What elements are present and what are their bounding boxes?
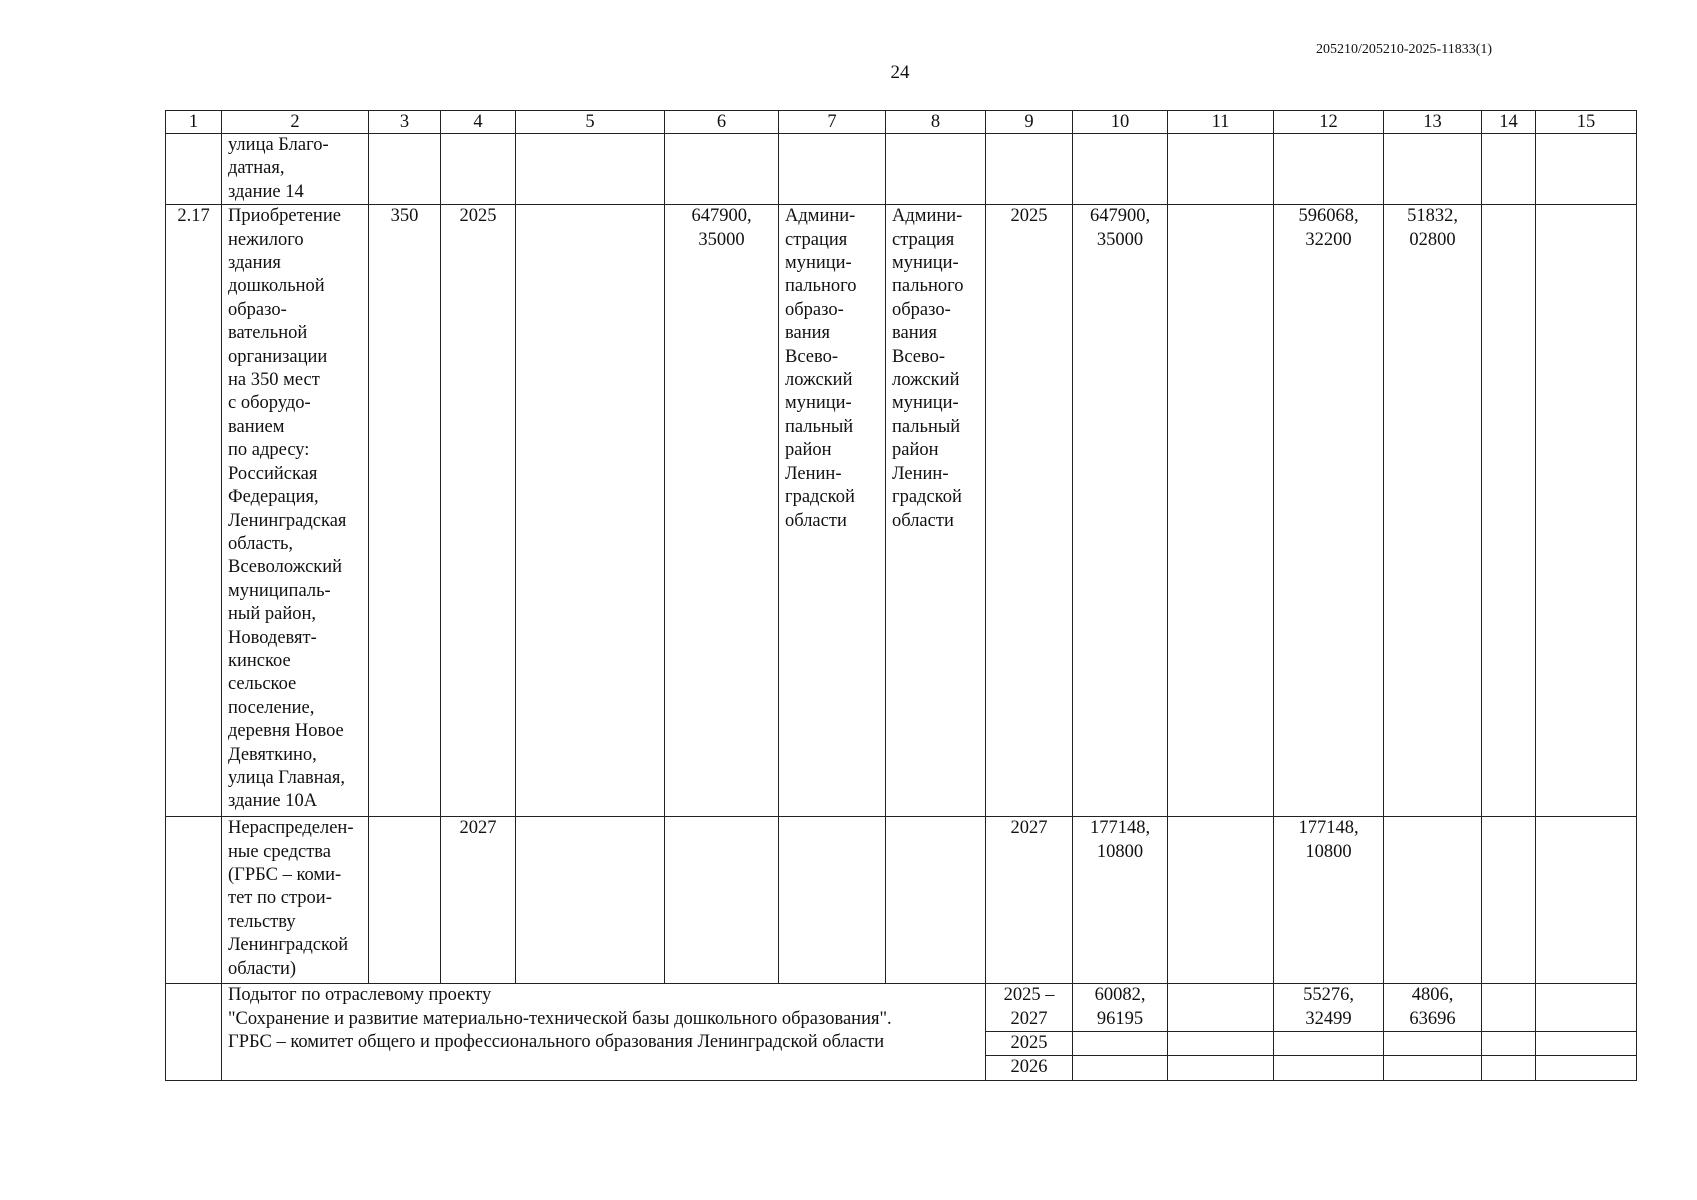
col-number: 13 bbox=[1384, 111, 1482, 134]
capacity-cell: 350 bbox=[369, 205, 441, 817]
subtotal-year-cell: 2025 bbox=[986, 1032, 1073, 1056]
col-number: 3 bbox=[369, 111, 441, 134]
col-number: 2 bbox=[222, 111, 369, 134]
cost-cell: 647900, 35000 bbox=[665, 205, 779, 817]
subtotal-local-cell: 4806, 63696 bbox=[1384, 984, 1482, 1032]
subtotal-label: Подытог по отраслевому проекту "Сохранение и развитие материально-технической базы дошкольного образования". ГРБС – комитет общего и профессионального образования Ленинградской области bbox=[222, 984, 986, 1081]
page-number: 24 bbox=[890, 62, 910, 83]
col-number: 11 bbox=[1168, 111, 1274, 134]
local-budget-cell: 51832, 02800 bbox=[1384, 205, 1482, 817]
column-number-row bbox=[166, 111, 1637, 134]
financing-year-cell: 2025 bbox=[986, 205, 1073, 817]
subtotal-total-cell: 60082, 96195 bbox=[1073, 984, 1168, 1032]
object-name-cell: Нераспределен- ные средства (ГРБС – коми- тет по строи- тельству Ленинградской области) bbox=[222, 817, 369, 984]
year-cell: 2025 bbox=[441, 205, 516, 817]
total-amount-cell: 177148, 10800 bbox=[1073, 817, 1168, 984]
regional-budget-cell: 596068, 32200 bbox=[1274, 205, 1384, 817]
col-number: 8 bbox=[886, 111, 986, 134]
object-name-cell: Приобретение нежилого здания дошкольной образо- вательной организации на 350 мест с оборудо- ванием по адресу: Российская Федерация, Ленинградская область, Всеволожский муниципаль- ный район, Новодевят- кинское сельское поселение, деревня Новое Девяткино, улица Главная, здание 10А bbox=[222, 205, 369, 817]
object-name-cell: улица Благо- датная, здание 14 bbox=[222, 134, 369, 205]
table-row-unallocated bbox=[166, 817, 1637, 984]
col-number: 6 bbox=[665, 111, 779, 134]
subtotal-regional-cell: 55276, 32499 bbox=[1274, 984, 1384, 1032]
row-number-cell: 2.17 bbox=[166, 205, 222, 817]
year-cell: 2027 bbox=[441, 817, 516, 984]
col-number: 5 bbox=[516, 111, 665, 134]
total-amount-cell: 647900, 35000 bbox=[1073, 205, 1168, 817]
col-number: 4 bbox=[441, 111, 516, 134]
subtotal-period-cell: 2025 – 2027 bbox=[986, 984, 1073, 1032]
col-number: 1 bbox=[166, 111, 222, 134]
budget-table bbox=[165, 110, 1637, 1081]
financing-year-cell: 2027 bbox=[986, 817, 1073, 984]
document-id: 205210/205210-2025-11833(1) bbox=[1316, 42, 1493, 57]
subtotal-year-cell: 2026 bbox=[986, 1056, 1073, 1080]
col-number: 9 bbox=[986, 111, 1073, 134]
col-number: 10 bbox=[1073, 111, 1168, 134]
customer-cell: Админи- страция муници- пального образо- вания Всево- ложский муници- пальный район Ленин- градской области bbox=[779, 205, 886, 817]
table-row-continuation bbox=[166, 134, 1637, 205]
col-number: 12 bbox=[1274, 111, 1384, 134]
regional-budget-cell: 177148, 10800 bbox=[1274, 817, 1384, 984]
col-number: 7 bbox=[779, 111, 886, 134]
developer-cell: Админи- страция муници- пального образо- вания Всево- ложский муници- пальный район Ленин- градской области bbox=[886, 205, 986, 817]
table-row-2-17 bbox=[166, 205, 1637, 817]
subtotal-row bbox=[166, 984, 1637, 1032]
col-number: 15 bbox=[1536, 111, 1637, 134]
col-number: 14 bbox=[1482, 111, 1536, 134]
